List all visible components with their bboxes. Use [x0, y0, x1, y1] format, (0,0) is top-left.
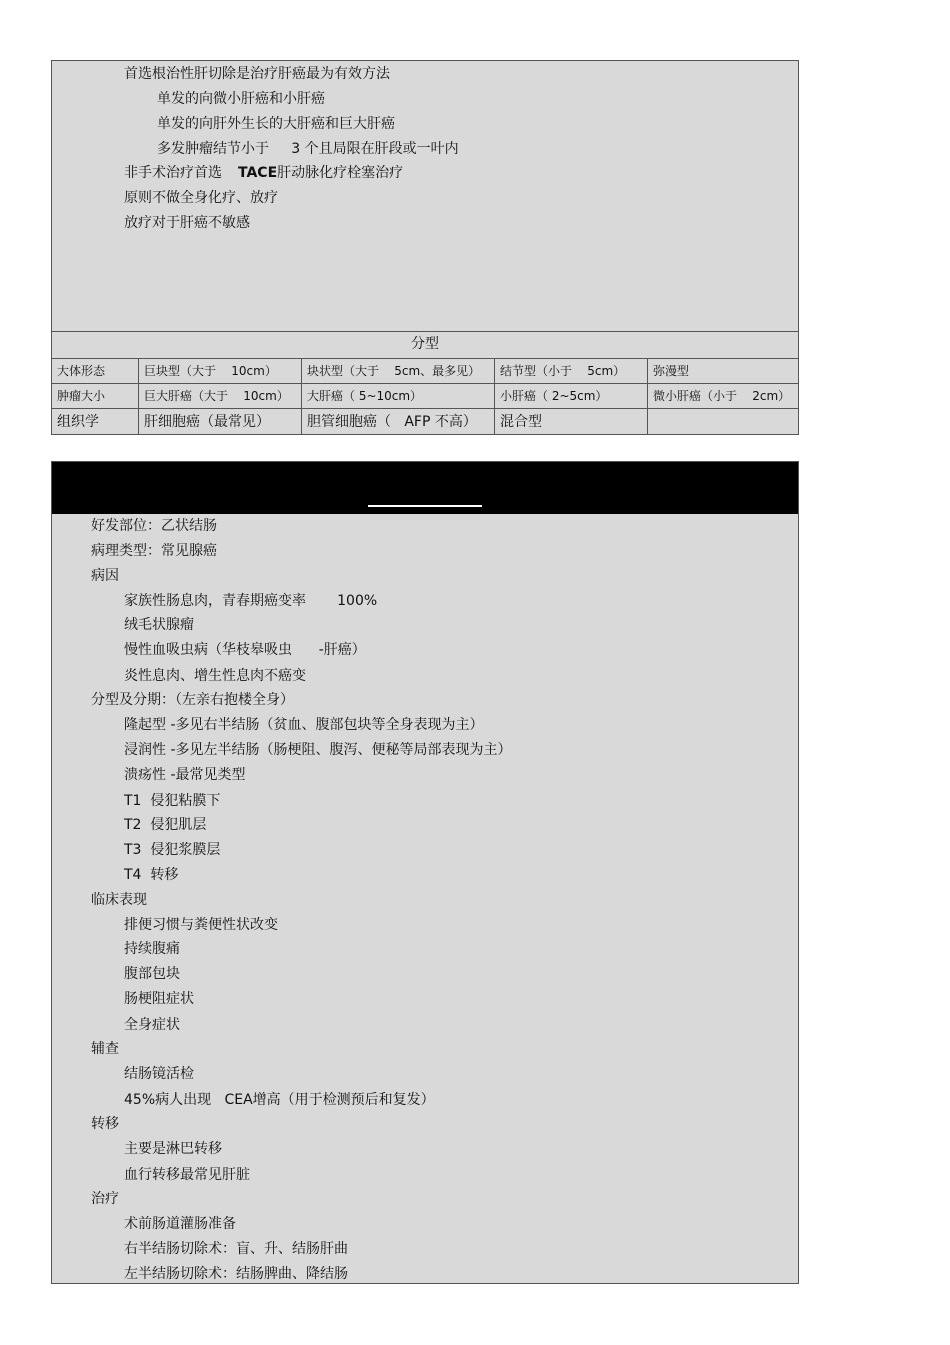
text-line: 排便习惯与粪便性状改变	[124, 917, 278, 933]
text-line: 全身症状	[124, 1017, 180, 1033]
text-line: 单发的向微小肝癌和小肝癌	[157, 91, 325, 107]
text-line: 原则不做全身化疗、放疗	[124, 190, 278, 206]
colon-cancer-section	[51, 461, 799, 1284]
table-cell: 结节型（小于 5cm）	[494, 359, 647, 384]
table-row	[52, 383, 798, 409]
table-cell: 大肝癌（ 5~10cm）	[301, 384, 494, 409]
text-line: 临床表现	[91, 892, 147, 908]
text-fragment: 非手术治疗首选	[124, 165, 222, 181]
text-line: 溃疡性 -最常见类型	[124, 767, 246, 783]
liver-cancer-section	[51, 60, 799, 435]
table-cell: 肝细胞癌（最常见）	[138, 409, 301, 435]
table-cell: 组织学	[57, 414, 99, 430]
table-cell: 巨大肝癌（大于 10cm）	[138, 384, 301, 409]
text-line: 病理类型：常见腺癌	[91, 543, 217, 559]
text-line: 放疗对于肝癌不敏感	[124, 215, 250, 231]
section-header-bar	[52, 462, 798, 514]
text-line: 主要是淋巴转移	[124, 1141, 222, 1157]
table-cell: 微小肝癌（小于 2cm）	[647, 384, 798, 409]
table-row	[52, 358, 798, 384]
table-cell: 大体形态	[57, 364, 106, 378]
text-line	[124, 164, 403, 182]
text-line: 炎性息肉、增生性息肉不癌变	[124, 668, 306, 684]
text-line: T2 侵犯肌层	[124, 817, 207, 833]
text-line: 首选根治性肝切除是治疗肝癌最为有效方法	[124, 66, 390, 82]
text-line: 病因	[91, 568, 119, 584]
text-line: 分型及分期：（左亲右抱楼全身）	[91, 692, 294, 708]
text-line: 隆起型 -多见右半结肠（贫血、腹部包块等全身表现为主）	[124, 717, 484, 733]
text-line: T3 侵犯浆膜层	[124, 842, 221, 858]
text-line: 血行转移最常见肝脏	[124, 1167, 250, 1183]
text-line: 浸润性 -多见左半结肠（肠梗阻、腹泻、便秘等局部表现为主）	[124, 742, 512, 758]
text-line: 腹部包块	[124, 966, 180, 982]
text-line: 结肠镜活检	[124, 1066, 194, 1082]
text-line: 多发肿瘤结节小于 3 个且局限在肝段或一叶内	[157, 141, 459, 157]
table-row	[52, 408, 798, 435]
text-line: T1 侵犯粘膜下	[124, 793, 221, 809]
text-line: 慢性血吸虫病（华枝皋吸虫 -肝癌）	[124, 642, 366, 658]
text-line: 转移	[91, 1116, 119, 1132]
table-cell: 小肝癌（ 2~5cm）	[494, 384, 647, 409]
text-line: 左半结肠切除术：结肠脾曲、降结肠	[124, 1266, 348, 1282]
text-line: 绒毛状腺瘤	[124, 617, 194, 633]
table-cell: 弥漫型	[647, 359, 798, 384]
text-line: T4 转移	[124, 867, 179, 883]
text-fragment: 肝动脉化疗栓塞治疗	[277, 165, 404, 181]
table-cell: 胆管细胞癌（ AFP 不高）	[301, 409, 494, 435]
table-divider	[52, 331, 798, 332]
text-line: 好发部位：乙状结肠	[91, 518, 217, 534]
table-cell	[647, 409, 798, 435]
text-line: 家族性肠息肉，青春期癌变率 100%	[124, 593, 378, 609]
text-line: 45%病人出现 CEA增高（用于检测预后和复发）	[124, 1092, 435, 1108]
table-cell: 肿瘤大小	[57, 389, 106, 403]
table-cell: 块状型（大于 5cm、最多见）	[301, 359, 494, 384]
text-line: 单发的向肝外生长的大肝癌和巨大肝癌	[157, 116, 395, 132]
table-title: 分型	[411, 336, 439, 352]
tace-label: TACE	[238, 165, 278, 181]
text-line: 术前肠道灌肠准备	[124, 1216, 236, 1232]
table-cell: 巨块型（大于 10cm）	[138, 359, 301, 384]
text-line: 治疗	[91, 1191, 119, 1207]
header-underline	[368, 505, 482, 507]
text-line: 右半结肠切除术：盲、升、结肠肝曲	[124, 1241, 348, 1257]
table-cell: 混合型	[494, 409, 647, 435]
text-line: 持续腹痛	[124, 941, 180, 957]
text-line: 肠梗阻症状	[124, 991, 194, 1007]
text-line: 辅查	[91, 1041, 119, 1057]
